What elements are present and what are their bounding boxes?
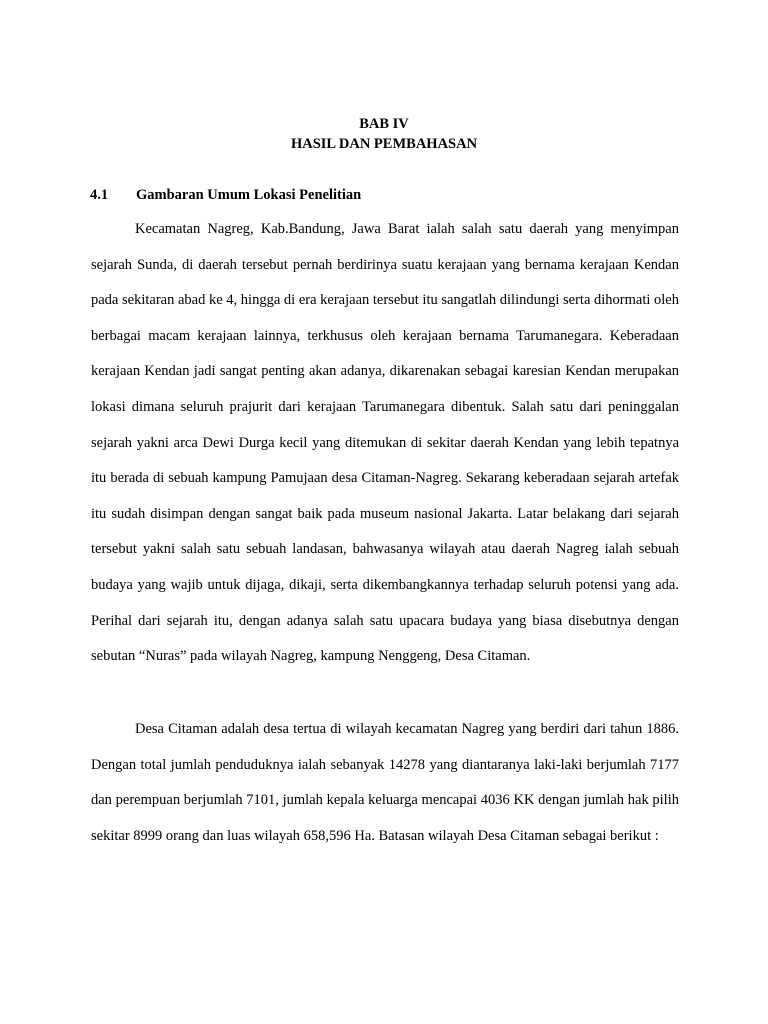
- section-number: 4.1: [90, 187, 109, 203]
- body-paragraph: Desa Citaman adalah desa tertua di wilayah kecamatan Nagreg yang berdiri dari tahun 1886. Dengan total jumlah penduduknya ialah sebanyak 14278 yang diantaranya laki-laki berjumlah 7177 dan perempuan berjumlah 7101, jumlah kepala keluarga mencapai 4036 KK dengan jumlah hak pilih sekitar 8999 orang dan luas wilayah 658,596 Ha. Batasan wilayah Desa Citaman sebagai berikut :: [91, 721, 679, 844]
- section-title: Gambaran Umum Lokasi Penelitian: [136, 187, 362, 203]
- chapter-label: BAB IV: [359, 116, 409, 132]
- body-paragraph: Kecamatan Nagreg, Kab.Bandung, Jawa Barat ialah salah satu daerah yang menyimpan sejarah Sunda, di daerah tersebut pernah berdirinya suatu kerajaan yang bernama kerajaan Kendan pada sekitaran abad ke 4, hingga di era kerajaan tersebut itu sangatlah dilindungi serta dihormati oleh berbagai macam kerajaan lainnya, terkhusus oleh kerajaan bernama Tarumanegara. Keberadaan kerajaan Kendan jadi sangat penting akan adanya, dikarenakan sebagai karesian Kendan merupakan lokasi dimana seluruh prajurit dari kerajaan Tarumanegara dibentuk. Salah satu dari peninggalan sejarah yakni arca Dewi Durga kecil yang ditemukan di sekitar daerah Kendan yang lebih tepatnya itu berada di sebuah kampung Pamujaan desa Citaman-Nagreg. Sekarang keberadaan sejarah artefak itu sudah disimpan dengan sangat baik pada museum nasional Jakarta. Latar belakang dari sejarah tersebut yakni salah satu sebuah landasan, bahwasanya wilayah atau daerah Nagreg ialah sebuah budaya yang wajib untuk dijaga, dikaji, serta dikembangkannya terhadap seluruh potensi yang ada. Perihal dari sejarah itu, dengan adanya salah satu upacara budaya yang biasa disebutnya dengan sebutan “Nuras” pada wilayah Nagreg, kampung Nenggeng, Desa Citaman.: [91, 221, 679, 665]
- chapter-title: HASIL DAN PEMBAHASAN: [290, 136, 478, 152]
- section-heading: [90, 186, 361, 204]
